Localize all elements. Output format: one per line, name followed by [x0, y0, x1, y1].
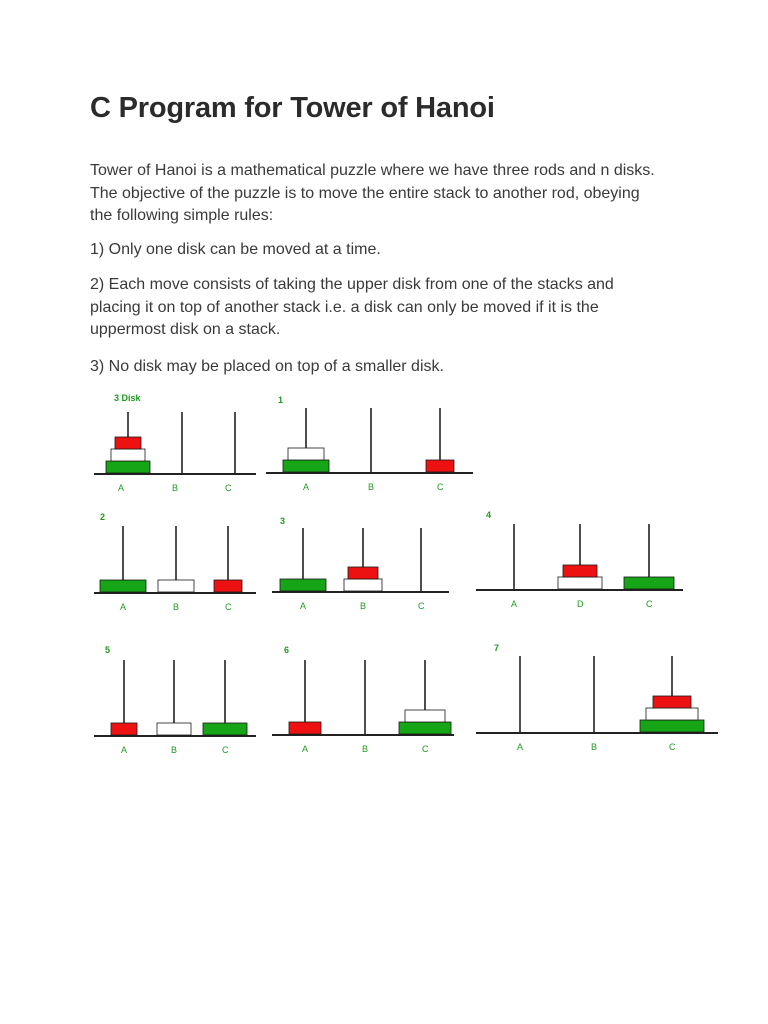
- disk-large: [640, 720, 704, 732]
- disk-small: [115, 437, 141, 449]
- rule-2-line: 2) Each move consists of taking the upper disk from one of the stacks and: [90, 276, 614, 293]
- disk-medium: [111, 449, 145, 461]
- intro-paragraph: [90, 160, 690, 228]
- disk-small: [426, 460, 454, 472]
- rule-2-line: placing it on top of another stack i.e. a disk can only be moved if it is the: [90, 298, 599, 316]
- disk-medium: [344, 579, 382, 591]
- hanoi-panel: [472, 636, 722, 760]
- rod-label: A: [517, 742, 524, 752]
- disk-medium: [157, 723, 191, 735]
- hanoi-panel-svg: [90, 508, 260, 618]
- rod-label: C: [422, 744, 429, 754]
- rod-label: C: [646, 599, 653, 609]
- rule-1: [90, 239, 690, 262]
- intro-line: Tower of Hanoi is a mathematical puzzle where we have three rods and n disks.: [90, 162, 655, 179]
- rule-2: [90, 274, 690, 342]
- rod-label: A: [511, 599, 518, 609]
- disk-small: [214, 580, 242, 592]
- disk-large: [100, 580, 146, 592]
- intro-line: the following simple rules:: [90, 207, 274, 224]
- rod-label: C: [437, 482, 444, 492]
- disk-medium: [288, 448, 324, 460]
- rod-label: A: [118, 483, 125, 493]
- step-label: 2: [100, 512, 106, 522]
- disk-large: [106, 461, 150, 473]
- rod-label: B: [368, 482, 375, 492]
- rod-label: A: [300, 601, 307, 611]
- rod-label: C: [225, 483, 232, 493]
- step-label: 3: [280, 516, 286, 526]
- disk-small: [289, 722, 321, 734]
- step-label: 5: [105, 645, 111, 655]
- hanoi-panel-svg: [90, 390, 260, 500]
- hanoi-panel-svg: [90, 640, 260, 760]
- disk-medium: [405, 710, 445, 722]
- step-label: 3 Disk: [114, 393, 141, 403]
- hanoi-panel-svg: [472, 636, 722, 760]
- disk-small: [111, 723, 137, 735]
- rod-label: B: [171, 745, 178, 755]
- rod-label: B: [172, 483, 179, 493]
- rod-label: D: [577, 599, 584, 609]
- hanoi-panel: [90, 390, 260, 500]
- disk-large: [280, 579, 326, 591]
- rod-label: A: [303, 482, 310, 492]
- hanoi-panel: [90, 640, 260, 760]
- rod-label: B: [360, 601, 367, 611]
- rule-1-line: 1) Only one disk can be moved at a time.: [90, 241, 381, 258]
- rod-label: C: [418, 601, 425, 611]
- disk-large: [399, 722, 451, 734]
- rule-3-line: 3) No disk may be placed on top of a smaller disk.: [90, 358, 444, 375]
- rod-label: A: [120, 602, 127, 612]
- step-label: 1: [278, 395, 284, 405]
- disk-medium: [646, 708, 698, 720]
- hanoi-panel: [90, 508, 260, 618]
- hanoi-panel-svg: [262, 390, 477, 500]
- step-label: 4: [486, 510, 492, 520]
- disk-large: [624, 577, 674, 589]
- hanoi-panel: [268, 508, 453, 618]
- rod-label: C: [669, 742, 676, 752]
- rule-2-line: uppermost disk on a stack.: [90, 321, 281, 338]
- hanoi-panel: [268, 640, 458, 760]
- disk-medium: [158, 580, 194, 592]
- step-label: 6: [284, 645, 290, 655]
- rod-label: C: [222, 745, 229, 755]
- hanoi-panel: [262, 390, 477, 500]
- disk-large: [203, 723, 247, 735]
- page-title: C Program for Tower of Hanoi: [90, 92, 495, 124]
- disk-medium: [558, 577, 602, 589]
- rod-label: A: [121, 745, 128, 755]
- intro-line: The objective of the puzzle is to move the entire stack to another rod, obeying: [90, 184, 640, 202]
- rod-label: C: [225, 602, 232, 612]
- disk-large: [283, 460, 329, 472]
- hanoi-panel: [472, 508, 687, 618]
- rod-label: B: [591, 742, 598, 752]
- disk-small: [563, 565, 597, 577]
- rod-label: A: [302, 744, 309, 754]
- disk-small: [653, 696, 691, 708]
- rod-label: B: [362, 744, 369, 754]
- rod-label: B: [173, 602, 180, 612]
- hanoi-panel-svg: [268, 508, 453, 618]
- rule-3: [90, 356, 690, 379]
- step-label: 7: [494, 643, 500, 653]
- hanoi-panel-svg: [268, 640, 458, 760]
- disk-small: [348, 567, 378, 579]
- hanoi-panel-svg: [472, 508, 687, 618]
